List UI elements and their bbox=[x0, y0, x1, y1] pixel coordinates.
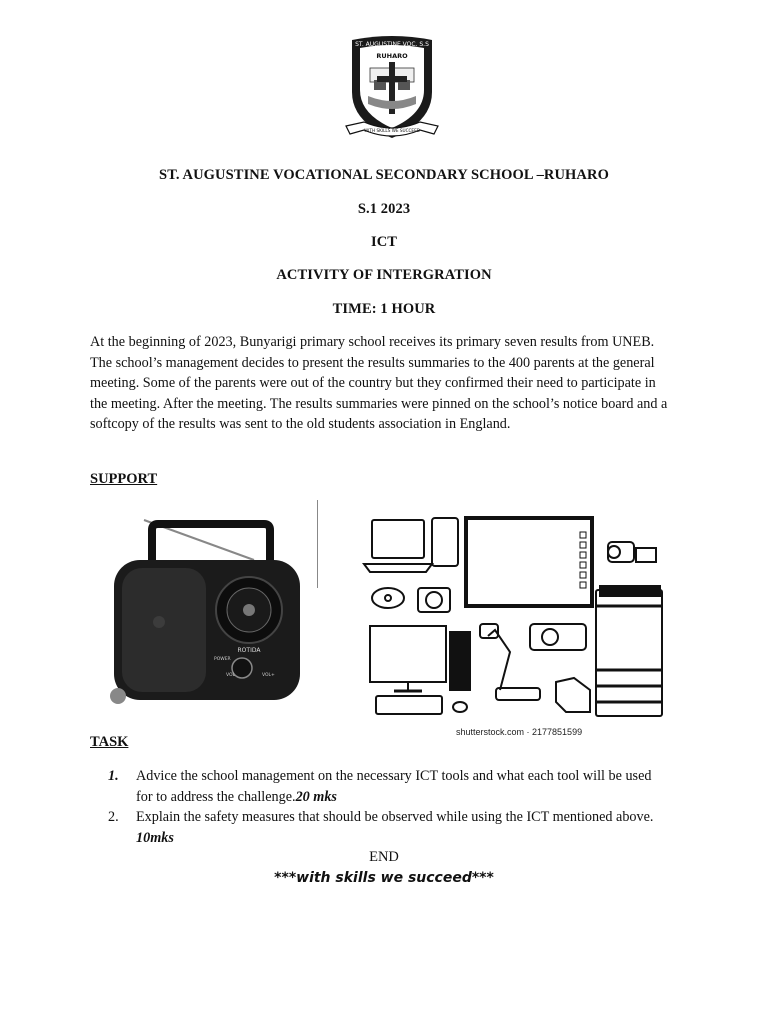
scenario-paragraph: At the beginning of 2023, Bunyarigi primary school receives its primary seven results from UNEB. The school’s management decides to present the results summaries to the 400 parents at the general meeting. Some of the parents were out of the country but they confirmed their need to participate in the meeting. After the meeting. The results summaries were pinned on the school’s notice board and a softcopy of the results was sent to the old students association in England. bbox=[90, 334, 668, 433]
school-name: ST. AUGUSTINE VOCATIONAL SECONDARY SCHOOL –RUHARO bbox=[159, 167, 609, 183]
radio-volplus-label: VOL+ bbox=[262, 673, 275, 678]
task-marks: 10mks bbox=[136, 829, 174, 846]
class-year: S.1 2023 bbox=[357, 201, 411, 217]
task-marks: 20 mks bbox=[295, 788, 337, 805]
task-number: 2. bbox=[108, 809, 119, 826]
image-credit: shutterstock.com · 2177851599 bbox=[456, 727, 583, 737]
task-list bbox=[108, 766, 668, 848]
crest-motto-ribbon: WITH SKILLS WE SUCCEED bbox=[364, 128, 420, 133]
image-divider bbox=[317, 500, 318, 588]
time-allowed: TIME: 1 HOUR bbox=[332, 301, 436, 317]
task-number: 1. bbox=[108, 768, 119, 784]
subject: ICT bbox=[370, 234, 398, 250]
motto: ***with skills we succeed*** bbox=[274, 870, 494, 886]
task-instruction: Explain the safety measures that should be observed while using the ICT mentioned above. bbox=[136, 809, 654, 826]
task-text bbox=[136, 766, 668, 807]
activity-title: ACTIVITY OF INTERGRATION bbox=[276, 267, 492, 283]
task-item bbox=[108, 766, 668, 807]
support-heading: SUPPORT bbox=[90, 471, 158, 487]
radio-vol-label: VOL bbox=[226, 673, 236, 678]
task-text bbox=[136, 807, 668, 848]
end-label: END bbox=[369, 849, 399, 865]
crest-place: RUHARO bbox=[376, 52, 408, 60]
radio-image bbox=[104, 510, 316, 710]
school-crest-logo bbox=[344, 34, 440, 144]
radio-brand-label: ROTIDA bbox=[237, 647, 261, 654]
task-item bbox=[108, 807, 668, 848]
crest-top-text: ST. AUGUSTINE VOC. S.S bbox=[355, 41, 429, 48]
radio-power-label: POWER bbox=[214, 657, 231, 662]
task-instruction: Advice the school management on the necessary ICT tools and what each tool will be used for to address the challenge. bbox=[136, 768, 652, 805]
task-heading: TASK bbox=[90, 734, 129, 750]
ict-devices-image bbox=[360, 512, 672, 722]
